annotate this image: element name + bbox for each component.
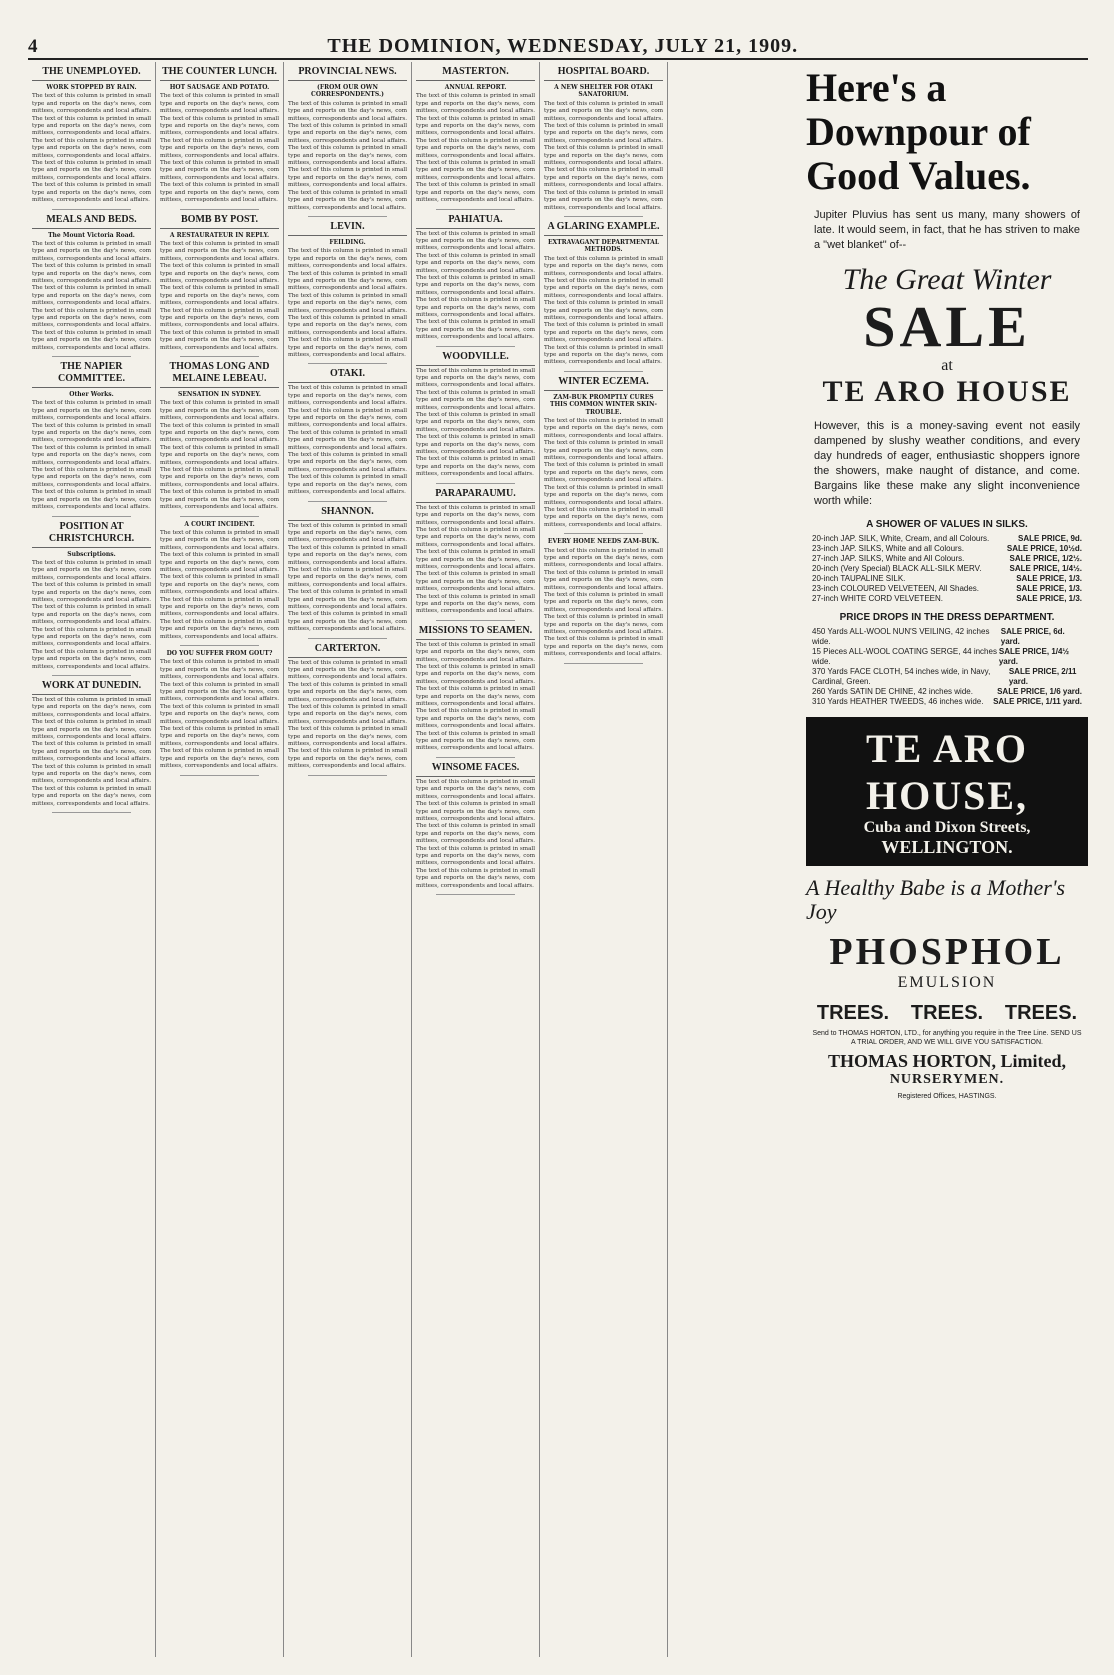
emulsion-title: EMULSION — [897, 974, 997, 991]
banner-city: WELLINGTON. — [881, 837, 1013, 857]
rule — [180, 516, 259, 517]
price-value: SALE PRICE, 1/3. — [1016, 594, 1082, 603]
article-body: The text of this column is printed in small type and reports on the day's news, committees, correspondents and local affairs. The text of this column is printed in small type and reports on the day's news, committees, correspondents and local affairs. The text of this column is printed in small type and reports on the day's news, committees, correspondents and local affairs. The text of this column is printed in small type and reports on the day's news, committees, correspondents and local affairs. The text of this column is printed in small type and reports on the day's news, committees, correspondents and local affairs. — [160, 93, 279, 204]
article-body: The text of this column is printed in small type and reports on the day's news, committees, correspondents and local affairs. The text of this column is printed in small type and reports on the day's news, committees, correspondents and local affairs. The text of this column is printed in small type and reports on the day's news, committees, correspondents and local affairs. The text of this column is printed in small type and reports on the day's news, committees, correspondents and local affairs. The text of this column is printed in small type and reports on the day's news, committees, correspondents and local affairs. — [416, 641, 535, 752]
article-body: The text of this column is printed in small type and reports on the day's news, committees, correspondents and local affairs. The text of this column is printed in small type and reports on the day's news, committees, correspondents and local affairs. The text of this column is printed in small type and reports on the day's news, committees, correspondents and local affairs. The text of this column is printed in small type and reports on the day's news, committees, correspondents and local affairs. The text of this column is printed in small type and reports on the day's news, committees, correspondents and local affairs. — [544, 255, 663, 366]
price-row — [812, 574, 1082, 584]
article-subheading: SENSATION IN SYDNEY. — [178, 391, 261, 398]
column-5 — [540, 62, 668, 1657]
price-row — [812, 594, 1082, 604]
price-value: SALE PRICE, 1/3. — [1016, 574, 1082, 583]
ad-headline: Here's a Downpour of Good Values. — [806, 65, 1031, 198]
price-item: 310 Yards HEATHER TWEEDS, 46 inches wide. — [812, 697, 984, 706]
at-word: at — [941, 357, 953, 374]
price-value: SALE PRICE, 9d. — [1017, 534, 1082, 543]
rule — [308, 501, 387, 502]
rule — [436, 620, 515, 621]
rule — [308, 216, 387, 217]
rule — [436, 483, 515, 484]
page-number: 4 — [28, 36, 38, 57]
price-row — [812, 667, 1082, 687]
article-body: The text of this column is printed in small type and reports on the day's news, committees, correspondents and local affairs. The text of this column is printed in small type and reports on the day's news, committees, correspondents and local affairs. The text of this column is printed in small type and reports on the day's news, committees, correspondents and local affairs. The text of this column is printed in small type and reports on the day's news, committees, correspondents and local affairs. The text of this column is printed in small type and reports on the day's news, committees, correspondents and local affairs. — [416, 367, 535, 478]
rule — [564, 533, 643, 534]
price-item: 260 Yards SATIN DE CHINE, 42 inches wide. — [812, 687, 973, 696]
article-body: The text of this column is printed in small type and reports on the day's news, committees, correspondents and local affairs. The text of this column is printed in small type and reports on the day's news, committees, correspondents and local affairs. The text of this column is printed in small type and reports on the day's news, committees, correspondents and local affairs. The text of this column is printed in small type and reports on the day's news, committees, correspondents and local affairs. The text of this column is printed in small type and reports on the day's news, committees, correspondents and local affairs. — [32, 93, 151, 204]
article-subheading: The Mount Victoria Road. — [48, 231, 135, 239]
price-item: 15 Pieces ALL-WOOL COATING SERGE, 44 inches wide. — [812, 647, 997, 666]
rule — [564, 371, 643, 372]
firm-name: THOMAS HORTON, Limited, — [827, 1051, 1067, 1071]
registered-office: Registered Offices, HASTINGS. — [897, 1093, 997, 1100]
article-heading: THE COUNTER LUNCH. — [160, 66, 279, 81]
column-1 — [28, 62, 156, 1657]
great-winter: The Great Winter — [842, 263, 1052, 296]
article-subheading: HOT SAUSAGE AND POTATO. — [169, 84, 270, 91]
rule — [52, 516, 131, 517]
price-item: 450 Yards ALL-WOOL NUN'S VEILING, 42 inches wide. — [812, 627, 990, 646]
article-subheading: EVERY HOME NEEDS ZAM-BUK. — [547, 538, 660, 546]
article-body: The text of this column is printed in small type and reports on the day's news, committees, correspondents and local affairs. The text of this column is printed in small type and reports on the day's news, committees, correspondents and local affairs. The text of this column is printed in small type and reports on the day's news, committees, correspondents and local affairs. The text of this column is printed in small type and reports on the day's news, committees, correspondents and local affairs. The text of this column is printed in small type and reports on the day's news, committees, correspondents and local affairs. — [288, 100, 407, 211]
article-body: The text of this column is printed in small type and reports on the day's news, committees, correspondents and local affairs. The text of this column is printed in small type and reports on the day's news, committees, correspondents and local affairs. The text of this column is printed in small type and reports on the day's news, committees, correspondents and local affairs. The text of this column is printed in small type and reports on the day's news, committees, correspondents and local affairs. The text of this column is printed in small type and reports on the day's news, committees, correspondents and local affairs. — [160, 659, 279, 770]
store-banner — [806, 717, 1088, 866]
article-body: The text of this column is printed in small type and reports on the day's news, committees, correspondents and local affairs. The text of this column is printed in small type and reports on the day's news, committees, correspondents and local affairs. The text of this column is printed in small type and reports on the day's news, committees, correspondents and local affairs. The text of this column is printed in small type and reports on the day's news, committees, correspondents and local affairs. The text of this column is printed in small type and reports on the day's news, committees, correspondents and local affairs. — [416, 93, 535, 204]
rule — [564, 663, 643, 664]
banner-name: TE ARO HOUSE, — [865, 726, 1029, 818]
nurserymen: NURSERYMEN. — [889, 1072, 1005, 1087]
price-value: SALE PRICE, 1/3. — [1016, 584, 1082, 593]
article-heading: PARAPARAUMU. — [416, 488, 535, 503]
price-item: 27-inch JAP. SILKS, White and All Colours. — [812, 554, 965, 563]
article-heading: MASTERTON. — [416, 66, 535, 81]
article-subheading: A RESTAURATEUR IN REPLY. — [169, 231, 270, 239]
price-value: SALE PRICE, 6d. yard. — [1000, 627, 1065, 646]
article-subheading: DO YOU SUFFER FROM GOUT? — [166, 650, 273, 657]
article-subheading: Other Works. — [69, 391, 114, 398]
article-body: The text of this column is printed in small type and reports on the day's news, committees, correspondents and local affairs. The text of this column is printed in small type and reports on the day's news, committees, correspondents and local affairs. The text of this column is printed in small type and reports on the day's news, committees, correspondents and local affairs. The text of this column is printed in small type and reports on the day's news, committees, correspondents and local affairs. The text of this column is printed in small type and reports on the day's news, committees, correspondents and local affairs. — [32, 400, 151, 511]
rule — [564, 216, 643, 217]
article-subheading: FEILDING. — [329, 238, 366, 246]
article-heading: CARTERTON. — [288, 643, 407, 658]
price-row — [812, 554, 1082, 564]
article-heading: PAHIATUA. — [416, 214, 535, 229]
article-body: The text of this column is printed in small type and reports on the day's news, committees, correspondents and local affairs. The text of this column is printed in small type and reports on the day's news, committees, correspondents and local affairs. The text of this column is printed in small type and reports on the day's news, committees, correspondents and local affairs. The text of this column is printed in small type and reports on the day's news, committees, correspondents and local affairs. The text of this column is printed in small type and reports on the day's news, committees, correspondents and local affairs. — [32, 697, 151, 807]
article-subheading: A NEW SHELTER FOR OTAKI SANATORIUM. — [554, 84, 653, 99]
banner-address: Cuba and Dixon Streets, — [863, 819, 1031, 836]
price-item: 27-inch WHITE CORD VELVETEEN. — [812, 594, 943, 603]
article-heading: THOMAS LONG AND MELAINE LEBEAU. — [160, 361, 279, 388]
article-body: The text of this column is printed in small type and reports on the day's news, committees, correspondents and local affairs. The text of this column is printed in small type and reports on the day's news, committees, correspondents and local affairs. The text of this column is printed in small type and reports on the day's news, committees, correspondents and local affairs. The text of this column is printed in small type and reports on the day's news, committees, correspondents and local affairs. The text of this column is printed in small type and reports on the day's news, committees, correspondents and local affairs. — [288, 248, 407, 358]
price-row — [812, 584, 1082, 594]
price-item: 20-inch (Very Special) BLACK ALL-SILK MERV. — [812, 564, 982, 573]
price-item: 23-inch COLOURED VELVETEEN, All Shades. — [812, 584, 980, 593]
column-3 — [284, 62, 412, 1657]
article-columns — [28, 62, 798, 1657]
price-row — [812, 647, 1082, 667]
rule — [52, 675, 131, 676]
article-heading: BOMB BY POST. — [160, 214, 279, 229]
store-name: TE ARO HOUSE — [822, 375, 1072, 408]
article-heading: WINSOME FACES. — [416, 762, 535, 777]
price-item: 370 Yards FACE CLOTH, 54 inches wide, in Navy, Cardinal, Green. — [812, 667, 991, 686]
article-body: The text of this column is printed in small type and reports on the day's news, committees, correspondents and local affairs. The text of this column is printed in small type and reports on the day's news, committees, correspondents and local affairs. The text of this column is printed in small type and reports on the day's news, committees, correspondents and local affairs. The text of this column is printed in small type and reports on the day's news, committees, correspondents and local affairs. The text of this column is printed in small type and reports on the day's news, committees, correspondents and local affairs. — [32, 559, 151, 670]
rule — [52, 812, 131, 813]
silks-heading: A SHOWER OF VALUES IN SILKS. — [866, 519, 1028, 530]
rule — [180, 775, 259, 776]
phosphol-title: PHOSPHOL — [829, 931, 1065, 973]
price-value: SALE PRICE, 2/11 yard. — [1008, 667, 1077, 686]
article-body: The text of this column is printed in small type and reports on the day's news, committees, correspondents and local affairs. The text of this column is printed in small type and reports on the day's news, committees, correspondents and local affairs. The text of this column is printed in small type and reports on the day's news, committees, correspondents and local affairs. The text of this column is printed in small type and reports on the day's news, committees, correspondents and local affairs. The text of this column is printed in small type and reports on the day's news, committees, correspondents and local affairs. — [544, 547, 663, 658]
article-heading: SHANNON. — [288, 506, 407, 521]
silks-list — [806, 534, 1088, 604]
masthead — [28, 32, 1088, 60]
article-subheading: WORK STOPPED BY RAIN. — [46, 84, 137, 91]
article-body: The text of this column is printed in small type and reports on the day's news, committees, correspondents and local affairs. The text of this column is printed in small type and reports on the day's news, committees, correspondents and local affairs. The text of this column is printed in small type and reports on the day's news, committees, correspondents and local affairs. The text of this column is printed in small type and reports on the day's news, committees, correspondents and local affairs. The text of this column is printed in small type and reports on the day's news, committees, correspondents and local affairs. — [416, 504, 535, 615]
article-body: The text of this column is printed in small type and reports on the day's news, committees, correspondents and local affairs. The text of this column is printed in small type and reports on the day's news, committees, correspondents and local affairs. The text of this column is printed in small type and reports on the day's news, committees, correspondents and local affairs. The text of this column is printed in small type and reports on the day's news, committees, correspondents and local affairs. The text of this column is printed in small type and reports on the day's news, committees, correspondents and local affairs. — [544, 418, 663, 528]
article-subheading: Subscriptions. — [67, 550, 116, 558]
rule — [180, 645, 259, 646]
rule — [52, 356, 131, 357]
article-body: The text of this column is printed in small type and reports on the day's news, committees, correspondents and local affairs. The text of this column is printed in small type and reports on the day's news, committees, correspondents and local affairs. The text of this column is printed in small type and reports on the day's news, committees, correspondents and local affairs. The text of this column is printed in small type and reports on the day's news, committees, correspondents and local affairs. The text of this column is printed in small type and reports on the day's news, committees, correspondents and local affairs. — [544, 100, 663, 211]
article-body: The text of this column is printed in small type and reports on the day's news, committees, correspondents and local affairs. The text of this column is printed in small type and reports on the day's news, committees, correspondents and local affairs. The text of this column is printed in small type and reports on the day's news, committees, correspondents and local affairs. The text of this column is printed in small type and reports on the day's news, committees, correspondents and local affairs. The text of this column is printed in small type and reports on the day's news, committees, correspondents and local affairs. — [288, 659, 407, 770]
newspaper-title: THE DOMINION, WEDNESDAY, JULY 21, 1909. — [327, 35, 799, 57]
trees-word: TREES. — [816, 1002, 890, 1024]
rule — [436, 894, 515, 895]
trees-word: TREES. — [1004, 1002, 1078, 1024]
te-aro-house-advertisement — [806, 62, 1088, 1657]
article-subheading: (FROM OUR OWN CORRESPONDENTS.) — [311, 84, 384, 99]
rule — [308, 775, 387, 776]
price-row — [812, 534, 1082, 544]
rule — [180, 356, 259, 357]
sale-word: SALE — [863, 294, 1031, 359]
healthy-babe-heading: A Healthy Babe is a Mother's Joy — [806, 875, 1066, 924]
article-body: The text of this column is printed in small type and reports on the day's news, committees, correspondents and local affairs. The text of this column is printed in small type and reports on the day's news, committees, correspondents and local affairs. The text of this column is printed in small type and reports on the day's news, committees, correspondents and local affairs. The text of this column is printed in small type and reports on the day's news, committees, correspondents and local affairs. The text of this column is printed in small type and reports on the day's news, committees, correspondents and local affairs. — [288, 522, 407, 633]
price-value: SALE PRICE, 1/4½. — [1009, 564, 1082, 573]
article-heading: MISSIONS TO SEAMEN. — [416, 625, 535, 640]
article-body: The text of this column is printed in small type and reports on the day's news, committees, correspondents and local affairs. The text of this column is printed in small type and reports on the day's news, committees, correspondents and local affairs. The text of this column is printed in small type and reports on the day's news, committees, correspondents and local affairs. The text of this column is printed in small type and reports on the day's news, committees, correspondents and local affairs. The text of this column is printed in small type and reports on the day's news, committees, correspondents and local affairs. — [32, 240, 151, 351]
price-row — [812, 697, 1082, 707]
article-heading: HOSPITAL BOARD. — [544, 66, 663, 81]
rule — [436, 209, 515, 210]
price-value: SALE PRICE, 1/2½. — [1009, 554, 1082, 563]
price-row — [812, 687, 1082, 697]
price-value: SALE PRICE, 10½d. — [1006, 544, 1082, 553]
article-subheading: ZAM-BUK PROMPTLY CURES THIS COMMON WINTER SKIN-TROUBLE. — [550, 393, 657, 416]
dress-heading: PRICE DROPS IN THE DRESS DEPARTMENT. — [839, 612, 1055, 623]
article-body: The text of this column is printed in small type and reports on the day's news, committees, correspondents and local affairs. The text of this column is printed in small type and reports on the day's news, committees, correspondents and local affairs. The text of this column is printed in small type and reports on the day's news, committees, correspondents and local affairs. The text of this column is printed in small type and reports on the day's news, committees, correspondents and local affairs. The text of this column is printed in small type and reports on the day's news, committees, correspondents and local affairs. — [416, 778, 535, 889]
price-value: SALE PRICE, 1/11 yard. — [993, 697, 1082, 706]
article-heading: PROVINCIAL NEWS. — [288, 66, 407, 81]
price-item: 20-inch JAP. SILK, White, Cream, and all Colours. — [812, 534, 990, 543]
ad-pitch: However, this is a money-saving event not easily dampened by slushy weather conditions, and every day hundreds of eager, enthusiastic shoppers ignore the showers, make naught of distance, and come. Bargains like these make any slight inconvenience worth while: — [814, 420, 1080, 507]
article-subheading: ANNUAL REPORT. — [444, 84, 507, 91]
rule — [308, 638, 387, 639]
article-heading: WINTER ECZEMA. — [544, 376, 663, 391]
price-item: 23-inch JAP. SILKS, White and all Colours. — [812, 544, 964, 553]
article-subheading: EXTRAVAGANT DEPARTMENTAL METHODS. — [547, 238, 660, 254]
article-heading: A GLARING EXAMPLE. — [544, 221, 663, 236]
ad-intro: Jupiter Pluvius has sent us many, many showers of late. It would seem, in fact, that he has striven to make a "wet blanket" of-- — [814, 209, 1080, 251]
article-heading: THE NAPIER COMMITTEE. — [32, 361, 151, 388]
price-item: 20-inch TAUPALINE SILK. — [812, 574, 906, 583]
article-subheading: A COURT INCIDENT. — [184, 520, 255, 528]
price-value: SALE PRICE, 1/6 yard. — [997, 687, 1082, 696]
article-body: The text of this column is printed in small type and reports on the day's news, committees, correspondents and local affairs. The text of this column is printed in small type and reports on the day's news, committees, correspondents and local affairs. The text of this column is printed in small type and reports on the day's news, committees, correspondents and local affairs. The text of this column is printed in small type and reports on the day's news, committees, correspondents and local affairs. The text of this column is printed in small type and reports on the day's news, committees, correspondents and local affairs. — [288, 385, 407, 496]
article-body: The text of this column is printed in small type and reports on the day's news, committees, correspondents and local affairs. The text of this column is printed in small type and reports on the day's news, committees, correspondents and local affairs. The text of this column is printed in small type and reports on the day's news, committees, correspondents and local affairs. The text of this column is printed in small type and reports on the day's news, committees, correspondents and local affairs. The text of this column is printed in small type and reports on the day's news, committees, correspondents and local affairs. — [160, 240, 279, 351]
rule — [436, 346, 515, 347]
trees-word: TREES. — [910, 1002, 984, 1024]
dress-list — [806, 627, 1088, 707]
article-body: The text of this column is printed in small type and reports on the day's news, committees, correspondents and local affairs. The text of this column is printed in small type and reports on the day's news, committees, correspondents and local affairs. The text of this column is printed in small type and reports on the day's news, committees, correspondents and local affairs. The text of this column is printed in small type and reports on the day's news, committees, correspondents and local affairs. The text of this column is printed in small type and reports on the day's news, committees, correspondents and local affairs. — [160, 529, 279, 640]
article-body: The text of this column is printed in small type and reports on the day's news, committees, correspondents and local affairs. The text of this column is printed in small type and reports on the day's news, committees, correspondents and local affairs. The text of this column is printed in small type and reports on the day's news, committees, correspondents and local affairs. The text of this column is printed in small type and reports on the day's news, committees, correspondents and local affairs. The text of this column is printed in small type and reports on the day's news, committees, correspondents and local affairs. — [160, 400, 279, 511]
article-heading: MEALS AND BEDS. — [32, 214, 151, 229]
trees-heading — [806, 1002, 1088, 1025]
column-4 — [412, 62, 540, 1657]
trees-text: Send to THOMAS HORTON, LTD., for anything you require in the Tree Line. SEND US A TRIAL ORDER, AND WE WILL GIVE YOU SATISFACTION. — [812, 1030, 1082, 1046]
rule — [436, 757, 515, 758]
article-body: The text of this column is printed in small type and reports on the day's news, committees, correspondents and local affairs. The text of this column is printed in small type and reports on the day's news, committees, correspondents and local affairs. The text of this column is printed in small type and reports on the day's news, committees, correspondents and local affairs. The text of this column is printed in small type and reports on the day's news, committees, correspondents and local affairs. The text of this column is printed in small type and reports on the day's news, committees, correspondents and local affairs. — [416, 230, 535, 341]
price-row — [812, 627, 1082, 647]
article-heading: LEVIN. — [288, 221, 407, 236]
article-heading: WORK AT DUNEDIN. — [32, 680, 151, 695]
article-heading: WOODVILLE. — [416, 351, 535, 366]
column-2 — [156, 62, 284, 1657]
price-value: SALE PRICE, 1/4½ yard. — [998, 647, 1070, 666]
article-heading: THE UNEMPLOYED. — [32, 66, 151, 81]
article-heading: OTAKI. — [288, 368, 407, 383]
rule — [52, 209, 131, 210]
price-row — [812, 544, 1082, 554]
column-6 — [668, 62, 796, 1657]
article-heading: POSITION AT CHRISTCHURCH. — [32, 521, 151, 548]
price-row — [812, 564, 1082, 574]
rule — [180, 209, 259, 210]
rule — [308, 363, 387, 364]
